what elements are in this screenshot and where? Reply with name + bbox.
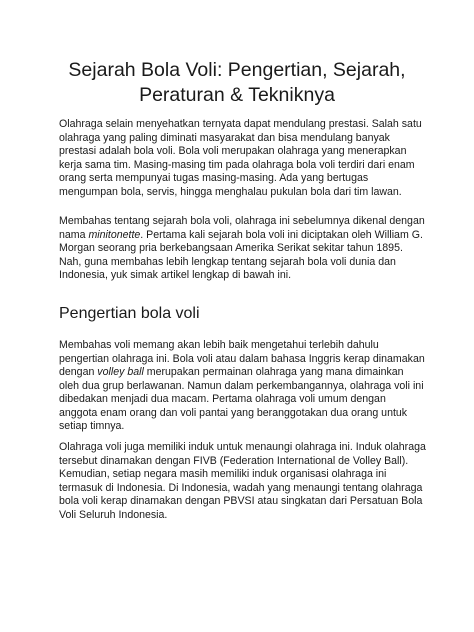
text-line: Membahas voli memang akan lebih baik mengetahui terlebih dahulu — [59, 339, 379, 351]
text-line: setiap timnya. — [59, 420, 125, 432]
section-heading: Pengertian bola voli — [59, 305, 200, 322]
text-line: oleh dua grup berlawanan. Namun dalam perkembangannya, olahraga voli ini — [59, 379, 424, 392]
text-line: Voli Seluruh Indonesia. — [59, 508, 168, 521]
text-line: anggota enam orang dan voli pantai yang beranggotakan dua orang untuk — [59, 406, 408, 419]
text-line: Nah, guna membahas lebih lengkap tentang sejarah bola voli dunia dan — [59, 255, 396, 268]
text-line: Indonesia, yuk simak artikel lengkap di bawah ini. — [59, 269, 292, 281]
organization-paragraph — [59, 441, 429, 522]
text-line: Olahraga selain menyehatkan ternyata dapat mendulang prestasi. Salah satu — [59, 118, 422, 130]
italic-term: minitonette — [88, 228, 141, 241]
text-line: nama minitonette. Pertama kali sejarah bola voli ini diciptakan oleh William G. — [59, 228, 423, 241]
intro-paragraph — [59, 118, 429, 199]
text-line: dengan volley ball merupakan permainan olahraga yang mana dimainkan — [59, 366, 404, 378]
definition-paragraph — [59, 339, 429, 434]
text-line: dibedakan menjadi dua macam. Pertama olahraga voli umum dengan — [59, 393, 386, 405]
text-line: termasuk di Indonesia. Di Indonesia, wadah yang menaungi tentang olahraga — [59, 481, 423, 494]
history-paragraph — [59, 215, 429, 283]
text-line: orang serta mempunyai tugas masing-masing. Ada yang bertugas — [59, 172, 369, 184]
text-line: Olahraga voli juga memiliki induk untuk menaungi olahraga ini. Induk olahraga — [59, 441, 426, 453]
text-line: Morgan seorang pria berkebangsaan Amerika Serikat sekitar tahun 1895. — [59, 242, 403, 254]
text-line: tersebut dinamakan dengan FIVB (Federation International de Volley Ball). — [59, 454, 409, 467]
text-line: prestasi adalah bola voli. Bola voli merupakan olahraga yang menerapkan — [59, 145, 407, 157]
italic-term: volley ball — [97, 366, 144, 378]
text-line: mengumpan bola, servis, hingga menghalau pukulan bola dari tim lawan. — [59, 185, 402, 198]
title-line-2: Peraturan & Tekniknya — [139, 84, 335, 106]
text-line: bola voli kerap dinamakan dengan PBVSI atau singkatan dari Persatuan Bola — [59, 495, 423, 507]
title-line-1: Sejarah Bola Voli: Pengertian, Sejarah, — [68, 59, 406, 81]
text-line: pengertian olahraga ini. Bola voli atau dalam bahasa Inggris kerap dinamakan — [59, 352, 425, 365]
text-line: Kemudian, setiap negara masih memiliki induk organisasi olahraga ini — [59, 468, 387, 480]
text-line: Membahas tentang sejarah bola voli, olahraga ini sebelumnya dikenal dengan — [59, 215, 425, 227]
text-line: kerja sama tim. Masing-masing tim pada olahraga bola voli terdiri dari enam — [59, 158, 415, 171]
text-line: olahraga yang paling diminati masyarakat dan bisa mendulang banyak — [59, 131, 390, 144]
page-title — [40, 58, 434, 108]
